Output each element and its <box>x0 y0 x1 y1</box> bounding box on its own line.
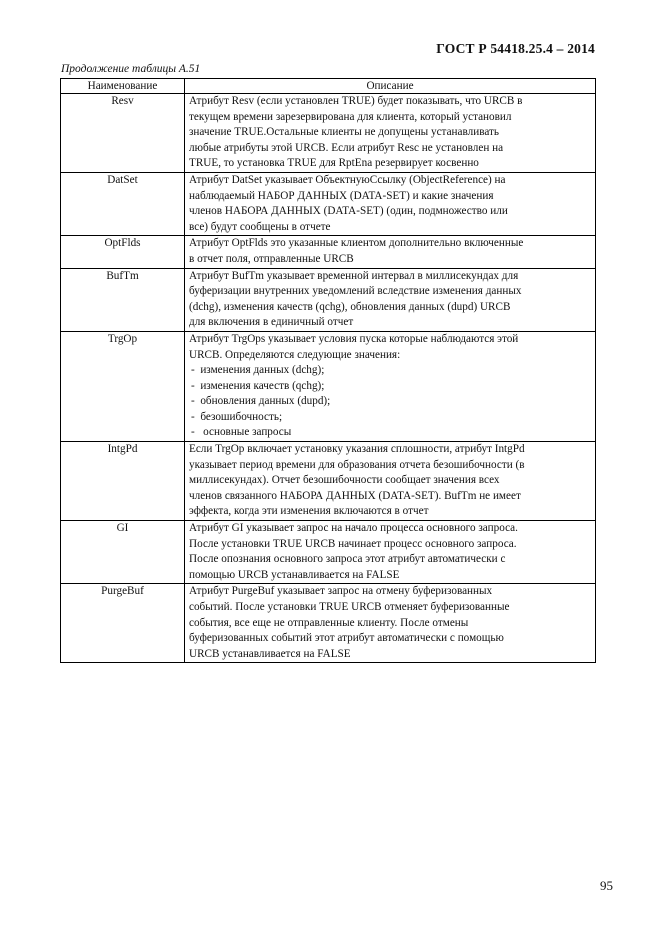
table-row <box>61 442 596 521</box>
attribute-description-cell <box>185 584 596 663</box>
attribute-description-cell <box>185 268 596 331</box>
description-line: Атрибут Resv (если установлен TRUE) будет показывать, что URCB в <box>189 95 523 107</box>
attribute-name-cell: Resv <box>61 94 185 173</box>
description-line: указывает период времени для образования отчета безошибочности (в <box>189 458 525 471</box>
trigger-option-list-item: - безошибочность; <box>191 410 283 423</box>
trigger-option-list-item: - изменения данных (dchg); <box>191 364 325 377</box>
trigger-option-list-item: - основные запросы <box>191 426 292 439</box>
description-line: наблюдаемый НАБОР ДАННЫХ (DATA-SET) и какие значения <box>189 189 494 202</box>
attribute-description-cell <box>185 521 596 584</box>
table-row <box>61 268 596 331</box>
description-line: (dchg), изменения качеств (qchg), обновления данных (dupd) URCB <box>189 300 511 313</box>
description-line: TRUE, то установка TRUE для RptEna резервирует косвенно <box>189 157 479 170</box>
description-line: Атрибут OptFlds это указанные клиентом дополнительно включенные <box>189 237 524 250</box>
description-line: текущем времени зарезервирована для клиента, который установил <box>189 110 512 123</box>
description-line: значение TRUE.Остальные клиенты не допущены устанавливать <box>189 126 500 139</box>
trigger-option-list-item: - изменения качеств (qchg); <box>191 379 325 392</box>
description-line: После установки TRUE URCB начинает процесс основного запроса. <box>189 537 517 550</box>
description-line: Атрибут GI указывает запрос на начало процесса основного запроса. <box>189 522 518 535</box>
attribute-description-cell <box>185 172 596 235</box>
description-line: для включения в единичный отчет <box>189 316 354 329</box>
description-line: эффекта, когда эти изменения включаются в отчет <box>189 505 429 518</box>
page-number: 95 <box>600 878 613 893</box>
attribute-name-cell: BufTm <box>61 268 185 331</box>
table-header-row <box>61 79 596 94</box>
attribute-description-cell <box>185 94 596 173</box>
description-line: Атрибут DatSet указывает ОбъектнуюСсылку (ObjectReference) на <box>189 173 506 186</box>
description-line: Если TrgOp включает установку указания сплошности, атрибут IntgPd <box>189 443 525 456</box>
table-row <box>61 94 596 173</box>
table-row <box>61 331 596 441</box>
description-line: Атрибут TrgOps указывает условия пуска которые наблюдаются этой <box>189 332 519 345</box>
attribute-description-cell <box>185 236 596 268</box>
description-line: все) будут сообщены в отчете <box>189 220 331 233</box>
description-line: членов НАБОРА ДАННЫХ (DATA-SET) (один, подмножество или <box>189 205 508 218</box>
table-row <box>61 584 596 663</box>
attribute-name-cell: DatSet <box>61 172 185 235</box>
description-line: в отчет поля, отправленные URCB <box>189 252 354 265</box>
description-line: миллисекундах). Отчет безошибочности сообщает значения всех <box>189 474 500 487</box>
attribute-name-cell: GI <box>61 521 185 584</box>
trigger-option-list-item: - обновления данных (dupd); <box>191 395 331 408</box>
description-line: URCB устанавливается на FALSE <box>189 647 351 660</box>
description-line: буферизации внутренних уведомлений вследствие изменения данных <box>189 285 522 298</box>
description-line: любые атрибуты этой URCB. Если атрибут Resc не установлен на <box>189 141 504 154</box>
attribute-name-cell: OptFlds <box>61 236 185 268</box>
attribute-description-cell <box>185 442 596 521</box>
description-line: После опознания основного запроса этот атрибут автоматически с <box>189 553 506 566</box>
description-line: буферизованных событий этот атрибут автоматически с помощью <box>189 632 504 645</box>
description-line: события, все еще не отправленные клиенту. После отмены <box>189 616 469 629</box>
table-row <box>61 521 596 584</box>
table-body <box>61 94 596 663</box>
table-caption: Продолжение таблицы А.51 <box>61 63 201 75</box>
page-header-standard: ГОСТ Р 54418.25.4 – 2014 <box>436 41 595 56</box>
column-header-description: Описание <box>185 79 596 94</box>
table-row <box>61 172 596 235</box>
description-line: событий. После установки TRUE URCB отменяет буферизованные <box>189 601 510 613</box>
attributes-table <box>60 78 596 663</box>
attribute-description-cell <box>185 331 596 441</box>
attribute-name-cell: TrgOp <box>61 331 185 441</box>
column-header-name: Наименование <box>61 79 185 94</box>
description-line: Атрибут PurgeBuf указывает запрос на отмену буферизованных <box>189 585 493 598</box>
table-row <box>61 236 596 268</box>
description-line: URCB. Определяются следующие значения: <box>189 348 401 361</box>
attribute-name-cell: PurgeBuf <box>61 584 185 663</box>
description-line: членов связанного НАБОРА ДАННЫХ (DATA-SET). BufTm не имеет <box>189 489 521 502</box>
attribute-name-cell: IntgPd <box>61 442 185 521</box>
description-line: помощью URCB устанавливается на FALSE <box>189 568 400 581</box>
description-line: Атрибут BufTm указывает временной интервал в миллисекундах для <box>189 269 519 282</box>
